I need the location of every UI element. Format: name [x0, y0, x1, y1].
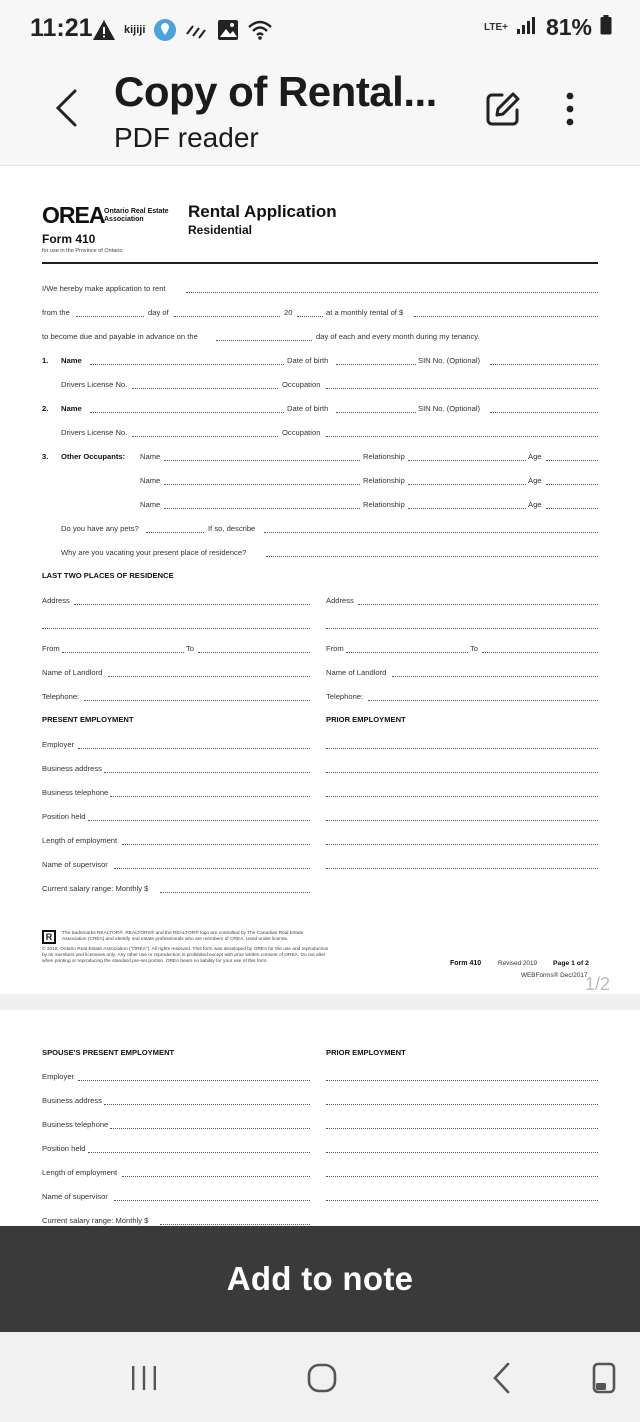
applicant-2-name-line[interactable]: [90, 412, 284, 413]
position-held-label: Position held: [42, 812, 86, 821]
spouse-length-employment-line[interactable]: [122, 1176, 310, 1177]
prior-employer-line[interactable]: [326, 748, 598, 749]
spouse-employment-heading: SPOUSE'S PRESENT EMPLOYMENT: [42, 1048, 175, 1057]
length-employment-label: Length of employment: [42, 836, 118, 845]
rental-amount-line: [414, 316, 598, 317]
applicant-2-sin-line[interactable]: [490, 412, 598, 413]
pets-line[interactable]: [146, 532, 204, 533]
vacating-question: Why are you vacating your present place of residence?: [61, 548, 247, 557]
occupant-2-name-line[interactable]: [164, 484, 360, 485]
spouse-prior-supervisor-line[interactable]: [326, 1200, 598, 1201]
spouse-position-held-line[interactable]: [88, 1152, 310, 1153]
app-bar: [0, 58, 640, 166]
screen-rotate-icon: [590, 1361, 618, 1395]
applicant-1-license-label: Drivers License No.: [61, 380, 128, 389]
spouse-business-address-label: Business address: [42, 1096, 102, 1105]
prior-position-held-line[interactable]: [326, 820, 598, 821]
residence-2-from-line[interactable]: [346, 652, 468, 653]
applicant-1-dob-line[interactable]: [336, 364, 416, 365]
occupant-3-relationship-label: Relationship: [363, 500, 405, 509]
footer-form-number: Form 410: [450, 960, 482, 967]
more-options-button[interactable]: [552, 86, 588, 132]
pdf-page-2: [0, 1010, 640, 1226]
warning-icon: [92, 19, 116, 41]
applicant-1-name-line[interactable]: [90, 364, 284, 365]
current-salary-label: Current salary range: Monthly $: [42, 884, 149, 893]
recent-apps-button[interactable]: [120, 1354, 168, 1402]
form-note: for use in the Province of Ontario: [42, 248, 123, 254]
prior-supervisor-line[interactable]: [326, 868, 598, 869]
pets-question: Do you have any pets?: [61, 524, 139, 533]
applicant-1-number: 1.: [42, 356, 49, 365]
spouse-prior-position-held-line[interactable]: [326, 1152, 598, 1153]
business-address-label: Business address: [42, 764, 102, 773]
residence-2-landlord-line[interactable]: [392, 676, 598, 677]
occupant-2-name-label: Name: [140, 476, 161, 485]
month-line: [174, 316, 280, 317]
each-month-label: day of each and every month during my tenancy.: [316, 332, 480, 341]
occupant-1-age-label: Age: [528, 452, 542, 461]
header-rule: [42, 262, 598, 264]
spouse-prior-length-employment-line[interactable]: [326, 1176, 598, 1177]
pdf-page-1: [0, 166, 640, 994]
applicant-2-occupation-line[interactable]: [326, 436, 598, 437]
copyright-notice: © 2018, Ontario Real Estate Association ("OREA"). All rights reserved. This form was developed by OREA for the use and reproduction: [42, 947, 329, 952]
occupant-1-relationship-label: Relationship: [363, 452, 405, 461]
other-occupants-label: Other Occupants:: [61, 452, 126, 461]
signal-waves-icon: [185, 20, 209, 40]
present-employment-heading: PRESENT EMPLOYMENT: [42, 715, 134, 724]
document-title: Copy of Rental...: [114, 68, 437, 115]
residence-2-to-label: To: [470, 644, 479, 653]
employer-line[interactable]: [78, 748, 310, 749]
applicant-2-name-label: Name: [61, 404, 82, 413]
spouse-supervisor-label: Name of supervisor: [42, 1192, 108, 1201]
applicant-1-occupation-label: Occupation: [282, 380, 321, 389]
due-payable-label: to become due and payable in advance on the: [42, 332, 198, 341]
applicant-2-occupation-label: Occupation: [282, 428, 321, 437]
residence-1-telephone-label: Telephone:: [42, 692, 80, 701]
residence-2-landlord-label: Name of Landlord: [326, 668, 387, 677]
residence-2-to-line[interactable]: [482, 652, 598, 653]
applicant-1-sin-label: SIN No. (Optional): [418, 356, 481, 365]
applicant-1-occupation-line[interactable]: [326, 388, 598, 389]
applicant-2-dob-label: Date of birth: [287, 404, 329, 413]
spouse-prior-business-address-line[interactable]: [326, 1104, 598, 1105]
monthly-rental-label: at a monthly rental of $: [326, 308, 404, 317]
intro-label: I/We hereby make application to rent: [42, 284, 166, 293]
copyright-notice-3: when printing or reproducing the standard pre-set portion. OREA bears no liability for your use of this form.: [42, 959, 268, 964]
length-employment-line[interactable]: [122, 844, 310, 845]
battery-percent: 81%: [545, 14, 592, 40]
occupant-3-age-label: Age: [528, 500, 542, 509]
more-vertical-icon: [566, 92, 574, 126]
occupants-number: 3.: [42, 452, 49, 461]
residence-2-from-label: From: [326, 644, 344, 653]
status-right: [484, 14, 612, 41]
pets-describe-label: If so, describe: [208, 524, 256, 533]
location-icon: [153, 18, 177, 42]
occupant-3-age-line[interactable]: [546, 508, 598, 509]
spouse-employer-line[interactable]: [78, 1080, 310, 1081]
from-the-label: from the: [42, 308, 70, 317]
add-to-note-label: Add to note: [226, 1260, 414, 1297]
employer-label: Employer: [42, 740, 75, 749]
spouse-prior-business-telephone-line[interactable]: [326, 1128, 598, 1129]
home-button[interactable]: [298, 1354, 346, 1402]
applicant-1-dob-label: Date of birth: [287, 356, 329, 365]
pdf-viewer[interactable]: [0, 166, 640, 1226]
occupant-2-age-line[interactable]: [546, 484, 598, 485]
status-bar: [0, 0, 640, 58]
business-telephone-line[interactable]: [110, 796, 310, 797]
prior-length-employment-line[interactable]: [326, 844, 598, 845]
residence-1-address-line-2[interactable]: [42, 628, 310, 629]
trademark-notice: The trademarks REALTOR®, REALTORS® and the REALTOR® logo are controlled by The Canadian Real Estate: [62, 931, 304, 936]
network-type: LTE+: [483, 22, 508, 33]
residence-1-landlord-line[interactable]: [108, 676, 310, 677]
occupant-1-relationship-line[interactable]: [408, 460, 526, 461]
residence-2-telephone-line[interactable]: [368, 700, 598, 701]
realtor-logo-icon: R: [42, 930, 56, 944]
spouse-business-address-line[interactable]: [104, 1104, 310, 1105]
occupant-2-relationship-line[interactable]: [408, 484, 526, 485]
vacating-line[interactable]: [266, 556, 598, 557]
residence-2-address-line[interactable]: [358, 604, 598, 605]
back-arrow-icon: [53, 88, 79, 128]
last-two-places-heading: LAST TWO PLACES OF RESIDENCE: [42, 571, 174, 580]
add-to-note-button[interactable]: [0, 1226, 640, 1332]
form-subtitle: Residential: [188, 223, 253, 237]
applicant-1-sin-line[interactable]: [490, 364, 598, 365]
spouse-business-telephone-label: Business telephone: [42, 1120, 109, 1129]
residence-1-telephone-line[interactable]: [84, 700, 310, 701]
home-icon: [306, 1362, 338, 1394]
app-subtitle: PDF reader: [114, 122, 259, 153]
orea-logo-subtext: Ontario Real Estate Association: [104, 208, 169, 223]
applicant-1-license-line[interactable]: [132, 388, 278, 389]
day-of-label: day of: [148, 308, 169, 317]
cell-signal-icon: [516, 15, 538, 40]
applicant-2-license-line[interactable]: [132, 436, 278, 437]
occupant-2-age-label: Age: [528, 476, 542, 485]
residence-1-address-line[interactable]: [74, 604, 310, 605]
occupant-1-name-label: Name: [140, 452, 161, 461]
spouse-employer-label: Employer: [42, 1072, 75, 1081]
residence-2-address-label: Address: [326, 596, 354, 605]
spouse-prior-employment-heading: PRIOR EMPLOYMENT: [326, 1048, 406, 1057]
current-salary-line[interactable]: [160, 892, 310, 893]
applicant-1-name-label: Name: [61, 356, 82, 365]
occupant-1-age-line[interactable]: [546, 460, 598, 461]
back-button[interactable]: [40, 82, 92, 134]
form-number: Form 410: [42, 232, 96, 246]
year-line: [297, 316, 323, 317]
recent-apps-icon: [129, 1363, 159, 1393]
spouse-length-employment-label: Length of employment: [42, 1168, 118, 1177]
back-icon: [490, 1361, 514, 1395]
spouse-supervisor-line[interactable]: [114, 1200, 310, 1201]
footer-revised: Revised 2019: [498, 960, 538, 967]
occupant-3-relationship-line[interactable]: [408, 508, 526, 509]
trademark-notice-2: Association (CREA) and identify real estate professionals who are members of CREA. Used under license.: [62, 937, 289, 942]
spouse-current-salary-label: Current salary range: Monthly $: [42, 1216, 149, 1225]
residence-1-from-line[interactable]: [62, 652, 184, 653]
applicant-2-sin-label: SIN No. (Optional): [418, 404, 481, 413]
prior-business-address-line[interactable]: [326, 772, 598, 773]
page-indicator: 1/2: [584, 974, 610, 994]
residence-1-to-line[interactable]: [198, 652, 310, 653]
notification-icons: [92, 16, 273, 44]
battery-icon: [600, 15, 612, 40]
due-day-line: [216, 340, 312, 341]
rent-address-line: [186, 292, 598, 293]
residence-1-from-label: From: [42, 644, 60, 653]
edit-pencil-icon: [484, 90, 522, 128]
occupant-3-name-label: Name: [140, 500, 161, 509]
form-title: Rental Application: [188, 202, 337, 221]
spouse-business-telephone-line[interactable]: [110, 1128, 310, 1129]
spouse-current-salary-line[interactable]: [160, 1224, 310, 1225]
kijiji-icon: kijiji: [124, 24, 146, 36]
prior-business-telephone-line[interactable]: [326, 796, 598, 797]
status-time: 11:21: [30, 14, 93, 42]
prior-employment-heading: PRIOR EMPLOYMENT: [326, 715, 406, 724]
applicant-2-dob-line[interactable]: [336, 412, 416, 413]
spouse-position-held-label: Position held: [42, 1144, 86, 1153]
year-prefix: 20: [284, 308, 293, 317]
copyright-notice-2: by its members and licensees only. Any other use or reproduction is prohibited except with prior written consent of OREA. Do not alter: [42, 953, 326, 958]
applicant-2-license-label: Drivers License No.: [61, 428, 128, 437]
supervisor-line[interactable]: [114, 868, 310, 869]
residence-1-landlord-label: Name of Landlord: [42, 668, 103, 677]
spouse-prior-employer-line[interactable]: [326, 1080, 598, 1081]
from-day-line: [76, 316, 144, 317]
pets-describe-line[interactable]: [264, 532, 598, 533]
business-telephone-label: Business telephone: [42, 788, 109, 797]
footer-webforms: WEBForms® Dec/2017: [521, 972, 588, 979]
position-held-line[interactable]: [88, 820, 310, 821]
edit-button[interactable]: [480, 86, 526, 132]
supervisor-label: Name of supervisor: [42, 860, 108, 869]
residence-2-address-line-2[interactable]: [326, 628, 598, 629]
occupant-3-name-line[interactable]: [164, 508, 360, 509]
business-address-line[interactable]: [104, 772, 310, 773]
wifi-icon: [247, 19, 273, 41]
nav-back-button[interactable]: [478, 1354, 526, 1402]
footer-page-number: Page 1 of 2: [553, 960, 589, 967]
residence-1-address-label: Address: [42, 596, 70, 605]
image-icon: [217, 19, 239, 41]
navigation-bar: [0, 1332, 640, 1422]
residence-2-telephone-label: Telephone:: [326, 692, 364, 701]
residence-1-to-label: To: [186, 644, 195, 653]
occupant-2-relationship-label: Relationship: [363, 476, 405, 485]
applicant-2-number: 2.: [42, 404, 49, 413]
occupant-1-name-line[interactable]: [164, 460, 360, 461]
screen-rotate-button[interactable]: [580, 1354, 628, 1402]
orea-logo: OREA: [42, 202, 105, 228]
